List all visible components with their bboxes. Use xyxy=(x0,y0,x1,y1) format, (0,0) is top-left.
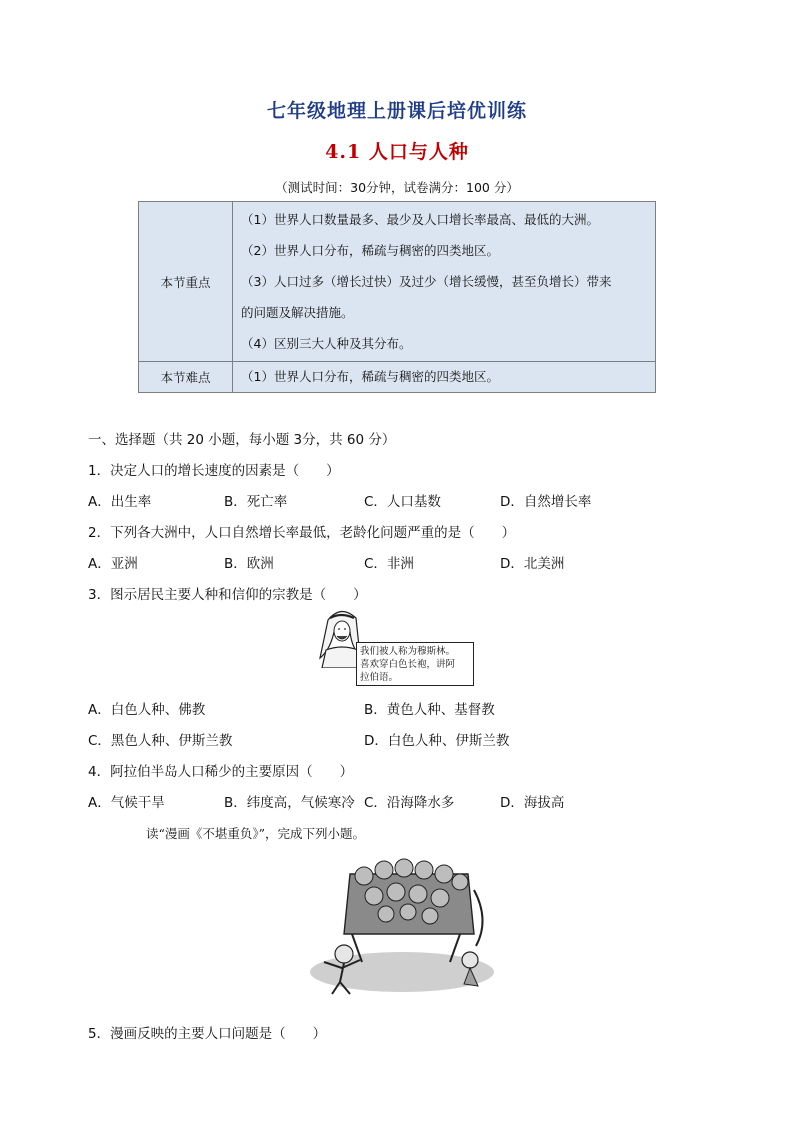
difficulty-items xyxy=(233,362,656,393)
q2-option-a[interactable]: A．亚洲 xyxy=(88,556,138,572)
lesson-title: 4.1 人口与人种 xyxy=(325,141,469,163)
focus-item: （3）人口过多（增长过快）及过少（增长缓慢，甚至负增长）带来 xyxy=(241,274,612,289)
muslim-cartoon-figure xyxy=(316,606,478,688)
speech-line: 我们被人称为穆斯林。 xyxy=(360,646,456,657)
q2-option-c[interactable]: C．非洲 xyxy=(364,556,414,572)
q1-option-b[interactable]: B．死亡率 xyxy=(224,494,288,510)
q1-option-d[interactable]: D．自然增长率 xyxy=(500,494,592,510)
q1-option-a[interactable]: A．出生率 xyxy=(88,494,152,510)
q4-option-a[interactable]: A．气候干旱 xyxy=(88,795,165,811)
q3-option-d[interactable]: D．白色人种、伊斯兰教 xyxy=(364,733,510,749)
q2-option-d[interactable]: D．北美洲 xyxy=(500,556,565,572)
speech-box xyxy=(356,642,474,686)
speech-line: 拉伯语。 xyxy=(360,672,399,683)
question-4-stem: 4．阿拉伯半岛人口稀少的主要原因（ ） xyxy=(88,764,354,780)
cartoon-caption: 读“漫画《不堪重负》”，完成下列小题。 xyxy=(146,826,366,841)
q4-option-c[interactable]: C．沿海降水多 xyxy=(364,795,455,811)
q3-option-c[interactable]: C．黑色人种、伊斯兰教 xyxy=(88,733,233,749)
q3-option-a[interactable]: A．白色人种、佛教 xyxy=(88,702,206,718)
q1-option-c[interactable]: C．人口基数 xyxy=(364,494,441,510)
q3-option-b[interactable]: B．黄色人种、基督教 xyxy=(364,702,495,718)
focus-label: 本节重点 xyxy=(139,202,233,362)
focus-item: （2）世界人口分布，稀疏与稠密的四类地区。 xyxy=(241,243,499,258)
q4-option-d[interactable]: D．海拔高 xyxy=(500,795,565,811)
question-2-stem: 2．下列各大洲中，人口自然增长率最低，老龄化问题严重的是（ ） xyxy=(88,525,516,541)
q2-option-b[interactable]: B．欧洲 xyxy=(224,556,274,572)
question-5-stem: 5．漫画反映的主要人口问题是（ ） xyxy=(88,1026,327,1042)
overburdened-cartoon-illustration xyxy=(304,850,500,1000)
q4-option-b[interactable]: B．纬度高，气候寒冷 xyxy=(224,795,355,811)
focus-item: 的问题及解决措施。 xyxy=(241,305,354,320)
focus-items xyxy=(233,202,656,362)
question-3-stem: 3．图示居民主要人种和信仰的宗教是（ ） xyxy=(88,587,367,603)
speech-line: 喜欢穿白色长袍，讲阿 xyxy=(360,659,456,670)
section-heading: 一、选择题（共 20 小题，每小题 3分，共 60 分） xyxy=(88,432,396,448)
focus-item: （4）区别三大人种及其分布。 xyxy=(241,336,412,351)
difficulty-label: 本节难点 xyxy=(139,362,233,393)
difficulty-item: （1）世界人口分布，稀疏与稠密的四类地区。 xyxy=(241,369,499,384)
question-1-stem: 1．决定人口的增长速度的因素是（ ） xyxy=(88,463,340,479)
document-title: 七年级地理上册课后培优训练 xyxy=(266,100,527,122)
test-info: （测试时间：30分钟，试卷满分：100 分） xyxy=(275,180,519,195)
key-points-table xyxy=(138,201,656,393)
focus-item: （1）世界人口数量最多、最少及人口增长率最高、最低的大洲。 xyxy=(241,212,599,227)
